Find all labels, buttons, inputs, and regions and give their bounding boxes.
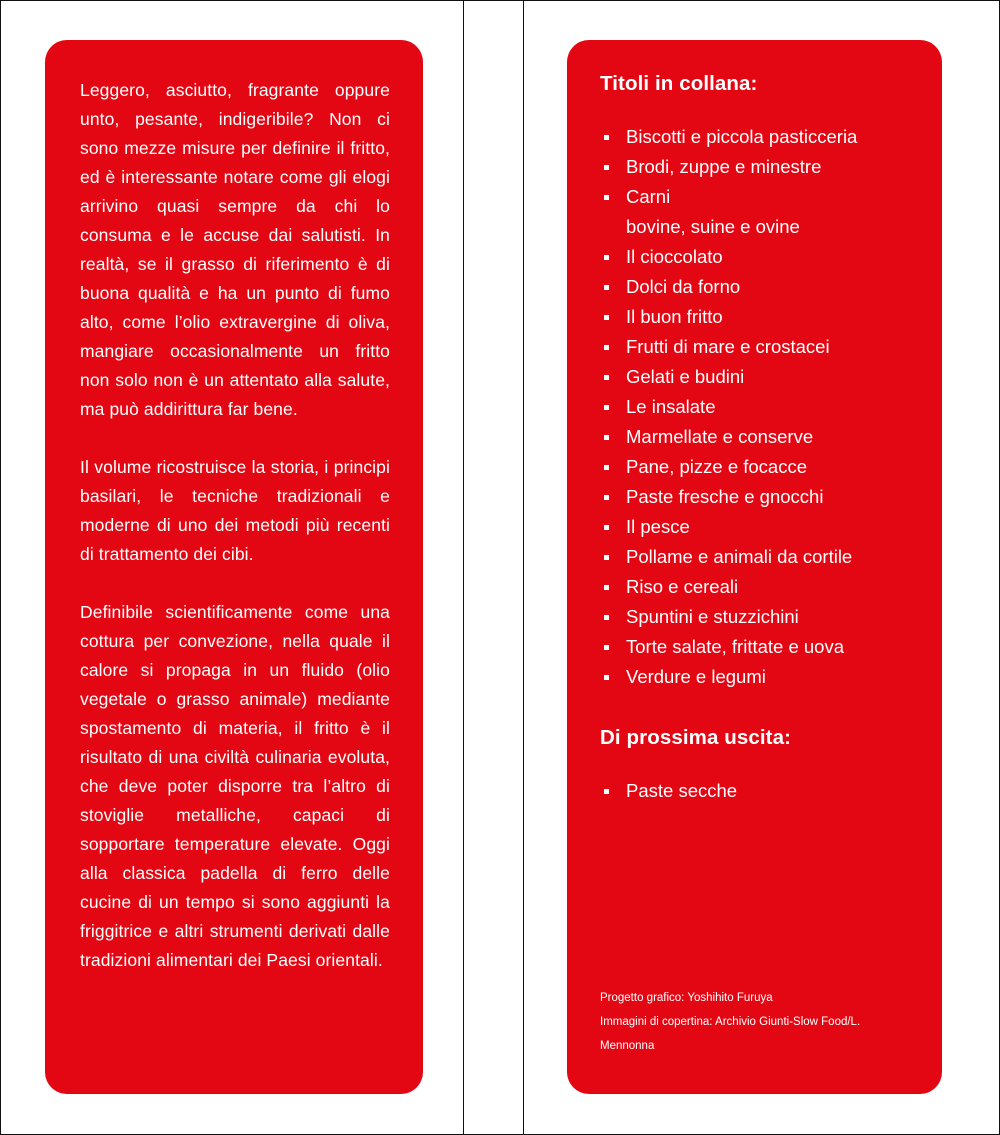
- series-title-label: Spuntini e stuzzichini: [626, 606, 799, 627]
- credit-line: Progetto grafico: Yoshihito Furuya: [600, 992, 773, 1004]
- series-title-subtitle: bovine, suine e ovine: [626, 216, 800, 237]
- upcoming-title-label: Paste secche: [626, 780, 738, 801]
- series-title-text: [626, 542, 852, 572]
- left-flap-panel: [45, 40, 423, 1094]
- square-bullet-icon: [604, 405, 609, 410]
- series-title-label: Il buon fritto: [626, 306, 723, 327]
- square-bullet-icon: [604, 525, 609, 530]
- square-bullet-icon: [604, 675, 609, 680]
- series-title-text: [626, 632, 844, 662]
- description-paragraph: Definibile scientificamente come una cottura per convezione, nella quale il calore si propaga in un fluido (olio vegetale o grasso animale) mediante spostamento di materia, il fritto è il risultato di una civiltà culinaria evoluta, che deve poter disporre tra l’altro di stoviglie metalliche, capaci di sopportare temperature elevate. Oggi alla classica padella di ferro delle cucine di un tempo si sono aggiunti la friggitrice e altri strumenti derivati dalle tradizioni alimentari dei Paesi orientali.: [80, 602, 390, 970]
- series-title-label: Torte salate, frittate e uova: [626, 636, 845, 657]
- series-title-item: [600, 482, 914, 512]
- series-title-text: [626, 272, 740, 302]
- right-flap-panel: [567, 40, 942, 1094]
- series-title-list: [600, 122, 914, 692]
- series-title-label: Gelati e budini: [626, 366, 745, 387]
- series-title-label: Brodi, zuppe e minestre: [626, 156, 822, 177]
- series-title-item: [600, 542, 914, 572]
- series-title-item: [600, 152, 914, 182]
- square-bullet-icon: [604, 345, 609, 350]
- series-title-label: Il cioccolato: [626, 246, 723, 267]
- series-title-label: Riso e cereali: [626, 576, 739, 597]
- square-bullet-icon: [604, 195, 609, 200]
- series-title-item: [600, 422, 914, 452]
- series-title-text: [626, 452, 807, 482]
- series-title-item: [600, 662, 914, 692]
- square-bullet-icon: [604, 315, 609, 320]
- series-title-text: [626, 512, 690, 542]
- series-title-text: [626, 182, 800, 242]
- credit-line: Immagini di copertina: Archivio Giunti-Slow Food/L. Mennonna: [600, 1016, 861, 1052]
- series-title-label: Carni: [626, 186, 671, 207]
- square-bullet-icon: [604, 789, 609, 794]
- series-heading: Titoli in collana:: [600, 72, 758, 95]
- series-title-item: [600, 392, 914, 422]
- description-paragraphs: [80, 76, 390, 975]
- square-bullet-icon: [604, 165, 609, 170]
- series-title-label: Pane, pizze e focacce: [626, 456, 807, 477]
- series-title-label: Pollame e animali da cortile: [626, 546, 853, 567]
- series-title-text: [626, 602, 799, 632]
- series-title-item: [600, 332, 914, 362]
- series-title-text: [626, 332, 830, 362]
- right-flap-page: [523, 0, 1000, 1135]
- series-title-text: [626, 572, 738, 602]
- series-title-item: [600, 122, 914, 152]
- series-title-label: Paste fresche e gnocchi: [626, 486, 824, 507]
- series-title-item: [600, 572, 914, 602]
- series-title-text: [626, 482, 823, 512]
- series-title-item: [600, 182, 914, 242]
- square-bullet-icon: [604, 585, 609, 590]
- upcoming-heading: Di prossima uscita:: [600, 726, 792, 749]
- series-title-item: [600, 632, 914, 662]
- square-bullet-icon: [604, 375, 609, 380]
- series-title-label: Marmellate e conserve: [626, 426, 814, 447]
- square-bullet-icon: [604, 555, 609, 560]
- square-bullet-icon: [604, 435, 609, 440]
- square-bullet-icon: [604, 285, 609, 290]
- series-title-text: [626, 422, 813, 452]
- series-title-item: [600, 242, 914, 272]
- square-bullet-icon: [604, 255, 609, 260]
- upcoming-title-list: [600, 776, 914, 806]
- series-title-text: [626, 392, 715, 422]
- square-bullet-icon: [604, 495, 609, 500]
- description-paragraph: Il volume ricostruisce la storia, i principi basilari, le tecniche tradizionali e moderne di uno dei metodi più recenti di trattamento dei cibi.: [80, 457, 390, 564]
- upcoming-title-text: [626, 776, 737, 806]
- series-title-label: Le insalate: [626, 396, 716, 417]
- series-title-text: [626, 302, 723, 332]
- square-bullet-icon: [604, 645, 609, 650]
- series-title-text: [626, 122, 857, 152]
- series-title-text: [626, 152, 821, 182]
- spine-gap: [464, 0, 523, 1135]
- series-title-label: Biscotti e piccola pasticceria: [626, 126, 858, 147]
- series-title-item: [600, 362, 914, 392]
- series-title-text: [626, 362, 744, 392]
- series-title-label: Verdure e legumi: [626, 666, 766, 687]
- series-title-label: Dolci da forno: [626, 276, 741, 297]
- description-paragraph: Leggero, asciutto, fragrante oppure unto, pesante, indigeribile? Non ci sono mezze misure per definire il fritto, ed è interessante notare come gli elogi arrivino quasi sempre da chi lo consuma e le accuse dai salutisti. In realtà, se il grasso di riferimento è di buona qualità e ha un punto di fumo alto, come l’olio extravergine di oliva, mangiare occasionalmente un fritto non solo non è un attentato alla salute, ma può addirittura far bene.: [80, 80, 390, 419]
- series-title-item: [600, 302, 914, 332]
- series-title-label: Frutti di mare e crostacei: [626, 336, 830, 357]
- credits-block: [600, 986, 914, 1058]
- square-bullet-icon: [604, 465, 609, 470]
- series-title-text: [626, 242, 723, 272]
- series-title-item: [600, 602, 914, 632]
- series-title-item: [600, 272, 914, 302]
- upcoming-title-item: [600, 776, 914, 806]
- left-flap-page: [0, 0, 464, 1135]
- square-bullet-icon: [604, 135, 609, 140]
- series-title-item: [600, 452, 914, 482]
- square-bullet-icon: [604, 615, 609, 620]
- series-title-text: [626, 662, 766, 692]
- series-title-item: [600, 512, 914, 542]
- series-title-label: Il pesce: [626, 516, 690, 537]
